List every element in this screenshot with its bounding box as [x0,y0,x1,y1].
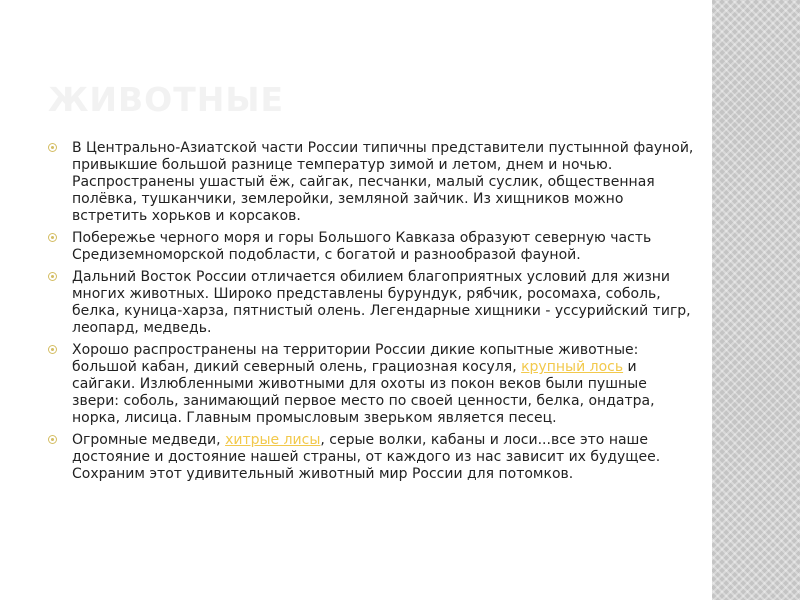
list-item-text-before: Хорошо распространены на территории России дикие копытные животные: большой кабан, дикий северный олень, грациозная косуля, [72,342,639,375]
list-item [48,230,698,264]
list-item [48,342,698,427]
bullet-icon [48,143,57,152]
decorative-side-stripe [712,0,800,600]
link-foxes[interactable]: хитрые лисы [225,432,321,448]
list-item-text: Дальний Восток России отличается обилием благоприятных условий для жизни многих животных. Широко представлены бурундук, рябчик, росомаха, соболь, белка, куница-харза, пятнистый олень. Легендарные хищники - уссурийский тигр, леопард, медведь. [72,269,691,336]
bullet-icon [48,233,57,242]
list-item [48,432,698,483]
bullet-icon [48,272,57,281]
link-moose[interactable]: крупный лось [521,359,624,375]
list-item [48,140,698,225]
list-item-text: В Центрально-Азиатской части России типичны представители пустынной фауной, привыкшие большой разнице температур зимой и летом, днем и ночью. Распространены ушастый ёж, сайгак, песчанки, малый суслик, общественная полёвка, тушканчики, землеройки, земляной зайчик. Из хищников можно встретить хорьков и корсаков. [72,140,694,224]
slide-title: ЖИВОТНЫЕ [48,80,285,119]
list-item-text: Побережье черного моря и горы Большого Кавказа образуют северную часть Средиземноморской подобласти, с богатой и разнообразой фауной. [72,230,652,263]
bullet-icon [48,435,57,444]
list-item [48,269,698,337]
list-item-text-after: , серые волки, кабаны и лоси...все это наше достояние и достояние нашей страны, от каждого из нас зависит их будущее. Сохраним этот удивительный животный мир России для потомков. [72,432,661,482]
bullet-list [48,140,698,488]
bullet-icon [48,345,57,354]
list-item-text-before: Огромные медведи, [72,432,226,448]
list-item-text-after: и сайгаки. Излюбленными животными для охоты из покон веков были пушные звери: соболь, занимающий первое место по своей ценности, белка, ондатра, норка, лисица. Главным промысловым зверьком является песец. [72,359,655,426]
